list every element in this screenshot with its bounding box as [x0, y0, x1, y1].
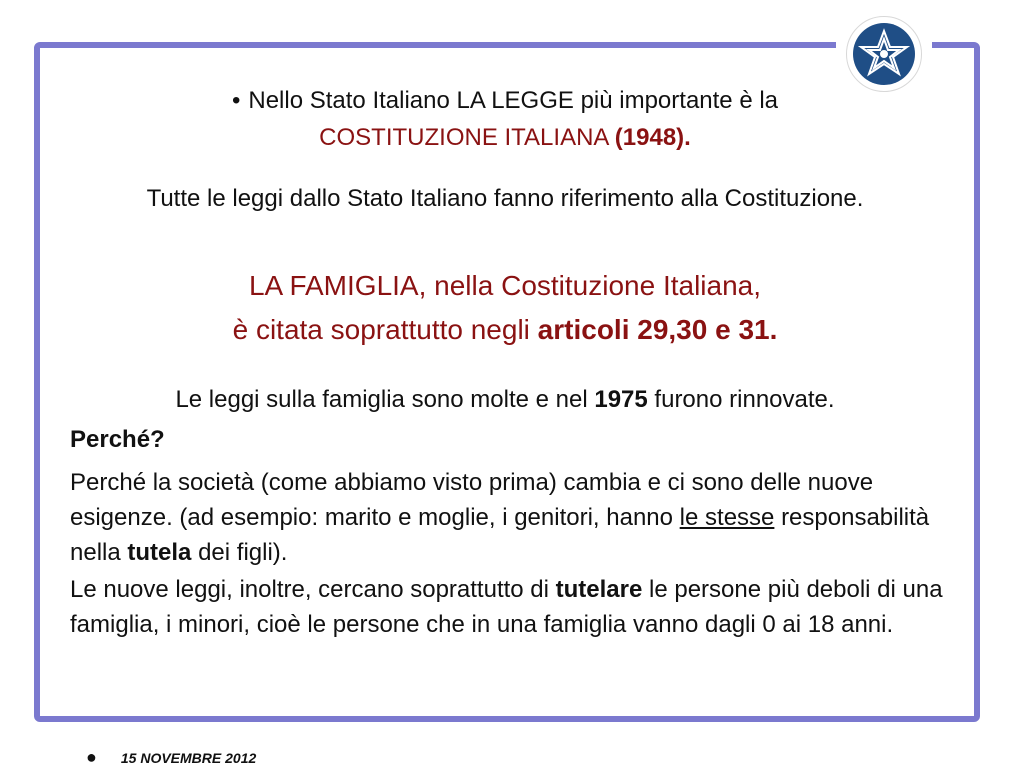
- reference-line: Tutte le leggi dallo Stato Italiano fanno riferimento alla Costituzione.: [146, 185, 864, 212]
- explanation-text-2: responsabilità nella: [70, 504, 930, 566]
- intro-text: Nello Stato Italiano LA LEGGE più importante è la: [248, 87, 779, 114]
- family-heading-line-2: [70, 312, 940, 348]
- footer-bullet-icon: ●: [86, 747, 97, 767]
- laws-suffix: furono rinnovate.: [654, 386, 835, 413]
- family-heading-prefix: è citata soprattutto negli: [232, 314, 530, 345]
- laws-prefix: Le leggi sulla famiglia sono molte e nel: [175, 386, 588, 413]
- explanation-text-1: Perché la società (come abbiamo visto prima) cambia e ci sono delle nuove esigenze. (ad esempio: marito e moglie, i genitori, hanno: [70, 469, 874, 531]
- explanation-text-3: dei figli).: [198, 539, 288, 566]
- protection-text-1: Le nuove leggi, inoltre, cercano soprattutto di: [70, 576, 549, 603]
- family-articles: articoli 29,30 e 31.: [537, 314, 778, 345]
- protection-text-2: le persone più deboli di una famiglia, i minori, cioè le persone che in una famiglia vanno dagli 0 ai 18 anni.: [70, 576, 943, 638]
- bullet-icon: •: [231, 87, 241, 114]
- protection-paragraph: [70, 572, 950, 642]
- protect-term: tutelare: [555, 576, 643, 603]
- footer-date: [86, 748, 256, 767]
- same-responsibility: le stesse: [679, 504, 775, 531]
- intro-line: [70, 86, 940, 116]
- family-heading-line-1: LA FAMIGLIA, nella Costituzione Italiana,: [248, 270, 762, 301]
- why-heading: Perché?: [70, 426, 165, 453]
- logo-badge: [853, 23, 915, 85]
- constitution-year: (1948).: [614, 124, 691, 151]
- star-emblem-icon: [853, 23, 915, 85]
- laws-line: [70, 385, 940, 415]
- logo: [846, 16, 922, 92]
- laws-year: 1975: [594, 386, 648, 413]
- explanation-paragraph: [70, 465, 950, 570]
- constitution-text: COSTITUZIONE ITALIANA: [319, 124, 609, 151]
- constitution-line: [70, 123, 940, 153]
- protection-term: tutela: [127, 539, 192, 566]
- footer-date-text: 15 NOVEMBRE 2012: [120, 750, 257, 766]
